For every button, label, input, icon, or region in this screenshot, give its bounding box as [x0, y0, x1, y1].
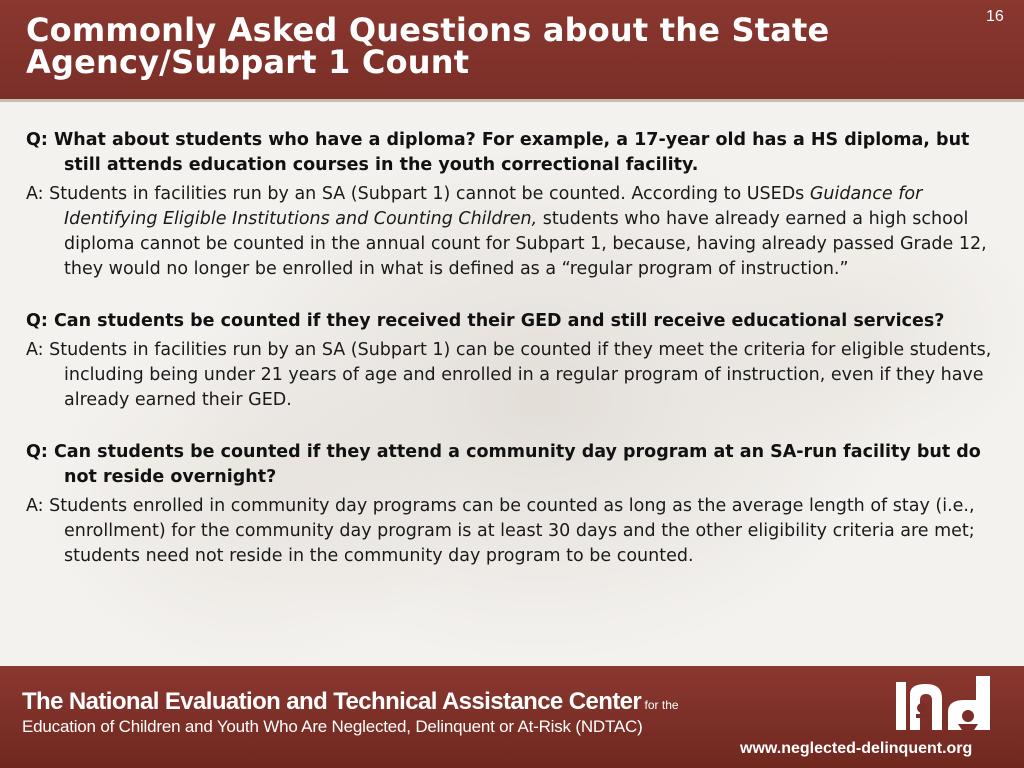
answer-text [26, 182, 1001, 282]
qa-item [26, 309, 1001, 413]
question-text: Q: Can students be counted if they attend a community day program at an SA-run facility but do not reside overnight? [26, 442, 981, 487]
question-text: Q: Can students be counted if they received their GED and still receive educational services? [26, 311, 945, 331]
qa-item [26, 440, 1001, 569]
footer-org-subtitle: Education of Children and Youth Who Are Neglected, Delinquent or At-Risk (NDTAC) [22, 717, 643, 736]
ndtac-logo-icon [892, 672, 1004, 734]
slide-header [0, 0, 1024, 102]
answer-text: A: Students in facilities run by an SA (Subpart 1) can be counted if they meet the criteria for eligible students, including being under 21 years of age and enrolled in a regular program of instruction, even if they have already earned their GED. [26, 340, 992, 410]
question-text: Q: What about students who have a diploma? For example, a 17-year old has a HS diploma, but still attends education courses in the youth correctional facility. [26, 130, 970, 175]
slide-title: Commonly Asked Questions about the State Agency/Subpart 1 Count [26, 11, 830, 81]
answer-text: A: Students enrolled in community day programs can be counted as long as the average length of stay (i.e., enrollment) for the community day program is at least 30 days and the other eligibility criteria are met; students need not reside in the community day program to be counted. [26, 496, 975, 566]
answer-text-start: A: Students in facilities run by an SA (Subpart 1) cannot be counted. According to USEDs [26, 184, 810, 204]
footer-org-name-main: The National Evaluation and Technical Assistance Center [22, 688, 642, 715]
slide-number: 16 [986, 8, 1004, 25]
footer-org-name [22, 688, 679, 716]
guidance-title: Guidance for Identifying Eligible Institutions and Counting Children, [64, 184, 923, 229]
answer-text-end: students who have already earned a high school diploma cannot be counted in the annual count for Subpart 1, because, having already passed Grade 12, they would no longer be enrolled in what is defined as a “regular program of instruction.” [64, 209, 987, 279]
website-link[interactable]: www.neglected-delinquent.org [740, 740, 973, 757]
qa-item [26, 128, 1001, 282]
footer-org-name-suffix: for the [641, 698, 679, 712]
qa-content [26, 128, 1001, 596]
